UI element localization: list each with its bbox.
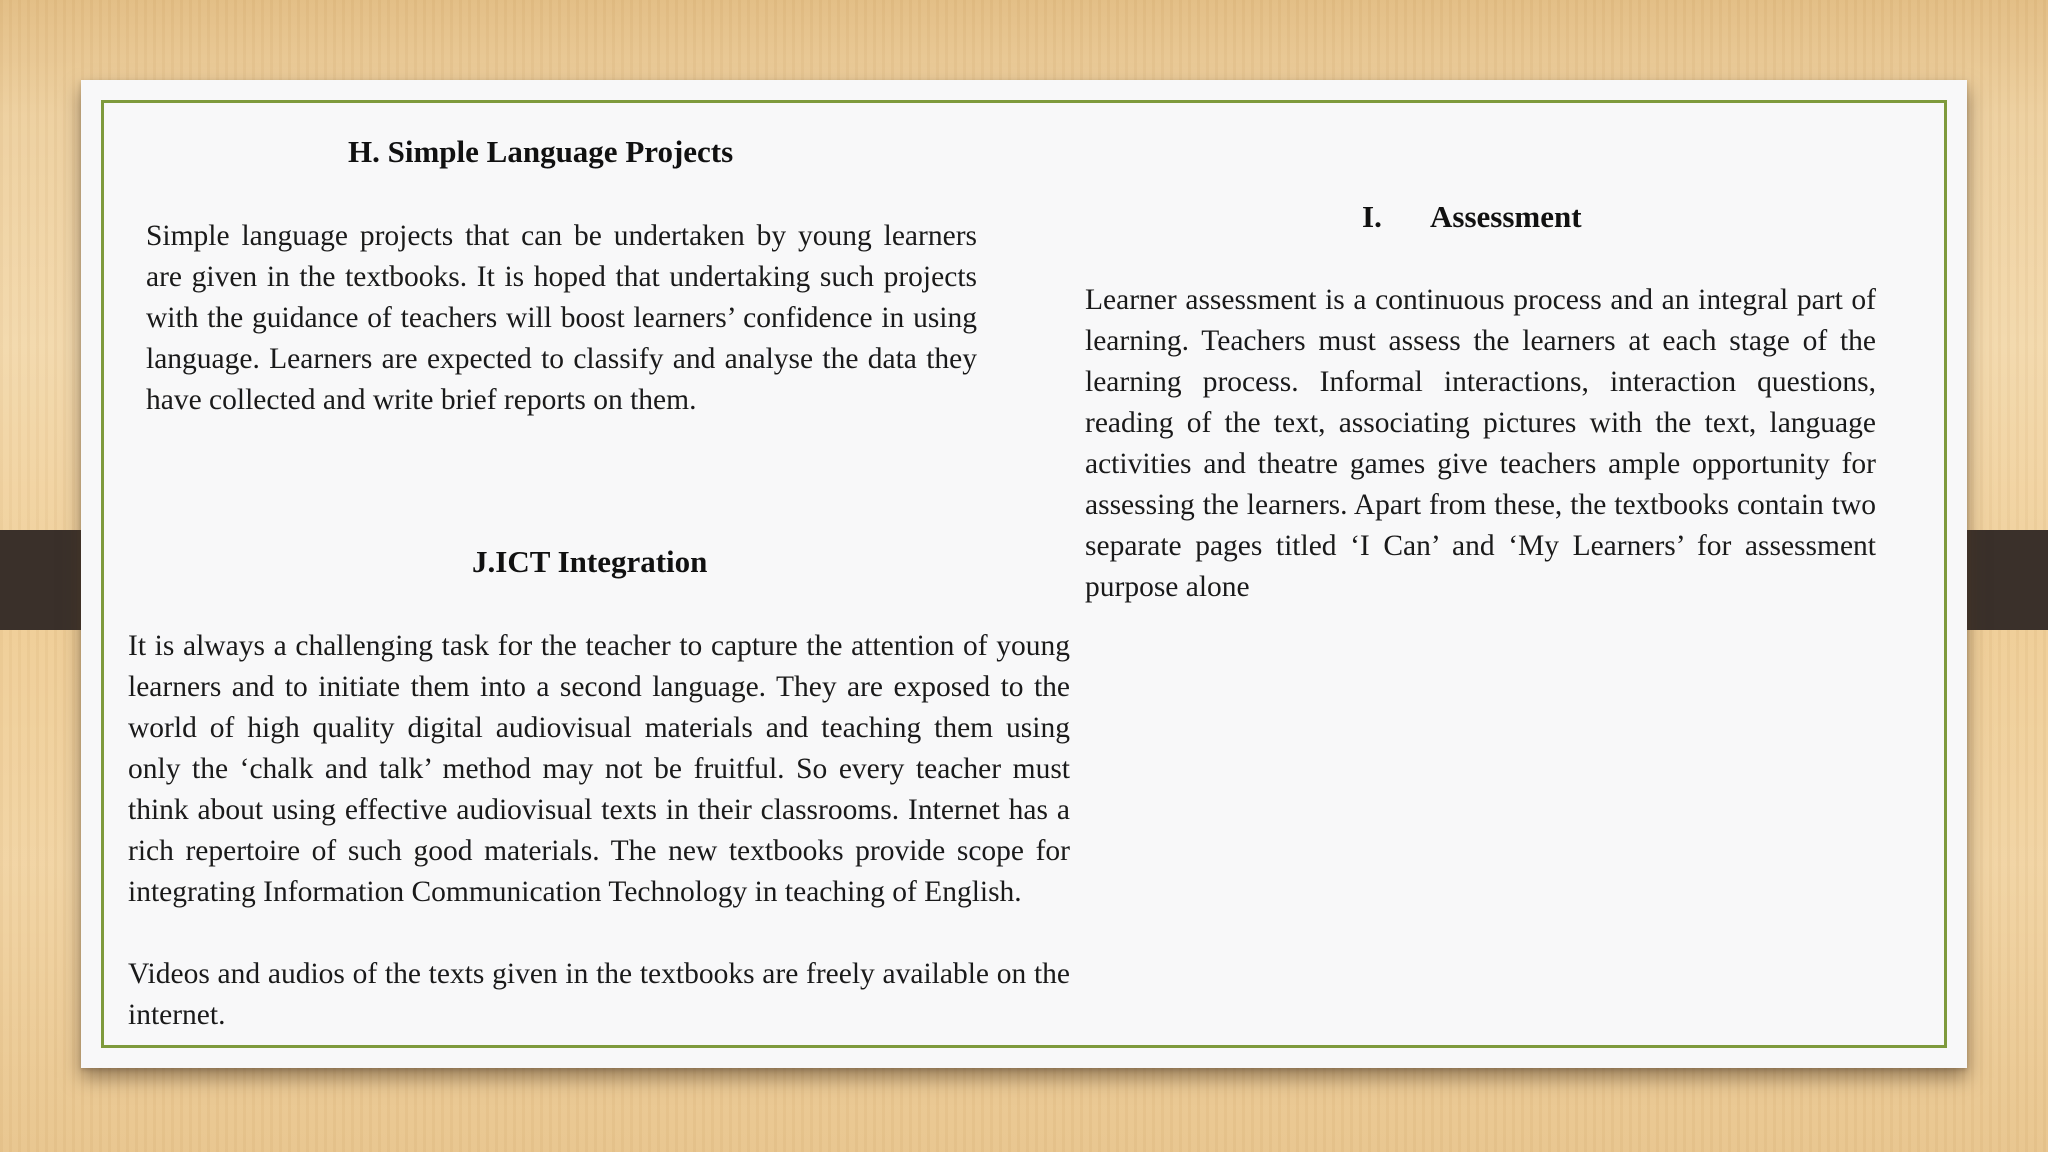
projects-heading: H. Simple Language Projects (348, 134, 734, 169)
slide (81, 80, 1967, 1068)
projects-paragraph: Simple language projects that can be undertaken by young learners are given in the textbooks. It is hoped that undertaking such projects with the guidance of teachers will boost learners’ confidence in using language. Learners are expected to classify and analyse the data they have collected and write brief reports on them. (146, 220, 977, 416)
assessment-paragraph: Learner assessment is a continuous process and an integral part of learning. Teachers must assess the learners at each stage of the learning process. Informal interactions, interaction questions, reading of the text, associating pictures with the text, language activities and theatre games give teachers ample opportunity for assessing the learners. Apart from these, the textbooks contain two separate pages titled ‘I Can’ and ‘My Learners’ for assessment purpose alone (1085, 284, 1876, 603)
assessment-number: I. (1362, 199, 1382, 234)
ict-paragraph-2: Videos and audios of the texts given in the textbooks are freely available on the internet. (128, 958, 1070, 1031)
assessment-heading (1362, 197, 1582, 237)
ict-paragraph: It is always a challenging task for the teacher to capture the attention of young learners and to initiate them into a second language. They are exposed to the world of high quality digital audiovisual materials and teaching them using only the ‘chalk and talk’ method may not be fruitful. So every teacher must think about using effective audiovisual texts in their classrooms. Internet has a rich repertoire of such good materials. The new textbooks provide scope for integrating Information Communication Technology in teaching of English. (128, 630, 1070, 908)
assessment-title: Assessment (1430, 199, 1582, 234)
ict-heading: J.ICT Integration (472, 544, 708, 579)
